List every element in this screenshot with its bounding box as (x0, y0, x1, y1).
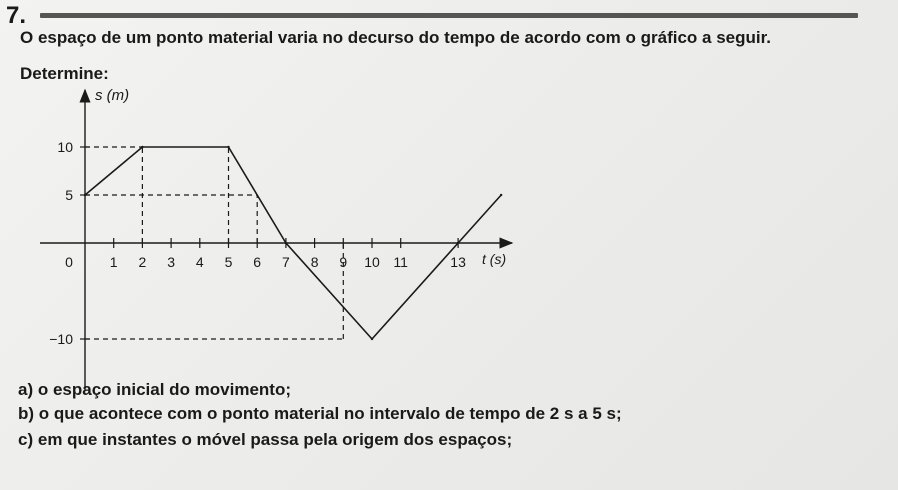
question-a-label: a) (18, 380, 34, 399)
x-tick-label-13: 13 (450, 254, 466, 270)
tick-labels (49, 87, 506, 347)
position-time-graph (0, 80, 540, 390)
x-tick-label-0: 0 (65, 254, 73, 270)
data-point-6 (500, 194, 502, 196)
y-tick-label-1: 5 (65, 187, 73, 203)
x-tick-label-6: 6 (253, 254, 262, 270)
y-axis-label: s (m) (95, 87, 130, 104)
x-axis-label: t (s) (482, 251, 507, 267)
x-tick-label-1: 1 (109, 254, 118, 270)
data-point-0 (84, 194, 86, 196)
x-tick-label-11: 11 (393, 254, 408, 270)
question-b (18, 404, 622, 424)
x-tick-label-10: 10 (364, 254, 380, 270)
question-b-label: b) (18, 404, 35, 423)
x-tick-label-2: 2 (138, 254, 147, 270)
problem-statement: O espaço de um ponto material varia no decurso do tempo de acordo com o gráfico a seguir. (20, 28, 772, 47)
problem-number: 7. (6, 2, 27, 29)
data-point-1 (141, 146, 143, 148)
question-c (18, 430, 512, 450)
x-tick-label-8: 8 (310, 254, 319, 270)
data-point-3 (285, 242, 287, 244)
x-tick-label-7: 7 (282, 254, 290, 270)
y-tick-label-2: −10 (49, 331, 73, 347)
question-a-text: o espaço inicial do movimento; (37, 380, 292, 399)
question-c-label: c) (18, 430, 34, 449)
question-b-text: o que acontece com o ponto material no intervalo de tempo de 2 s a 5 s; (38, 404, 622, 423)
x-tick-label-5: 5 (224, 254, 233, 270)
x-tick-label-4: 4 (195, 254, 204, 270)
data-point-2 (227, 146, 229, 148)
header-rule (40, 13, 858, 18)
x-tick-label-3: 3 (167, 254, 175, 270)
x-tick-label-9: 9 (339, 254, 348, 270)
question-a (18, 380, 291, 400)
question-c-text: em que instantes o móvel passa pela origem dos espaços; (37, 430, 513, 449)
y-tick-label-0: 10 (57, 139, 73, 155)
data-point-4 (371, 338, 373, 340)
problem-instruction: Determine: (20, 64, 109, 83)
axes (40, 90, 512, 390)
data-point-5 (457, 242, 459, 244)
